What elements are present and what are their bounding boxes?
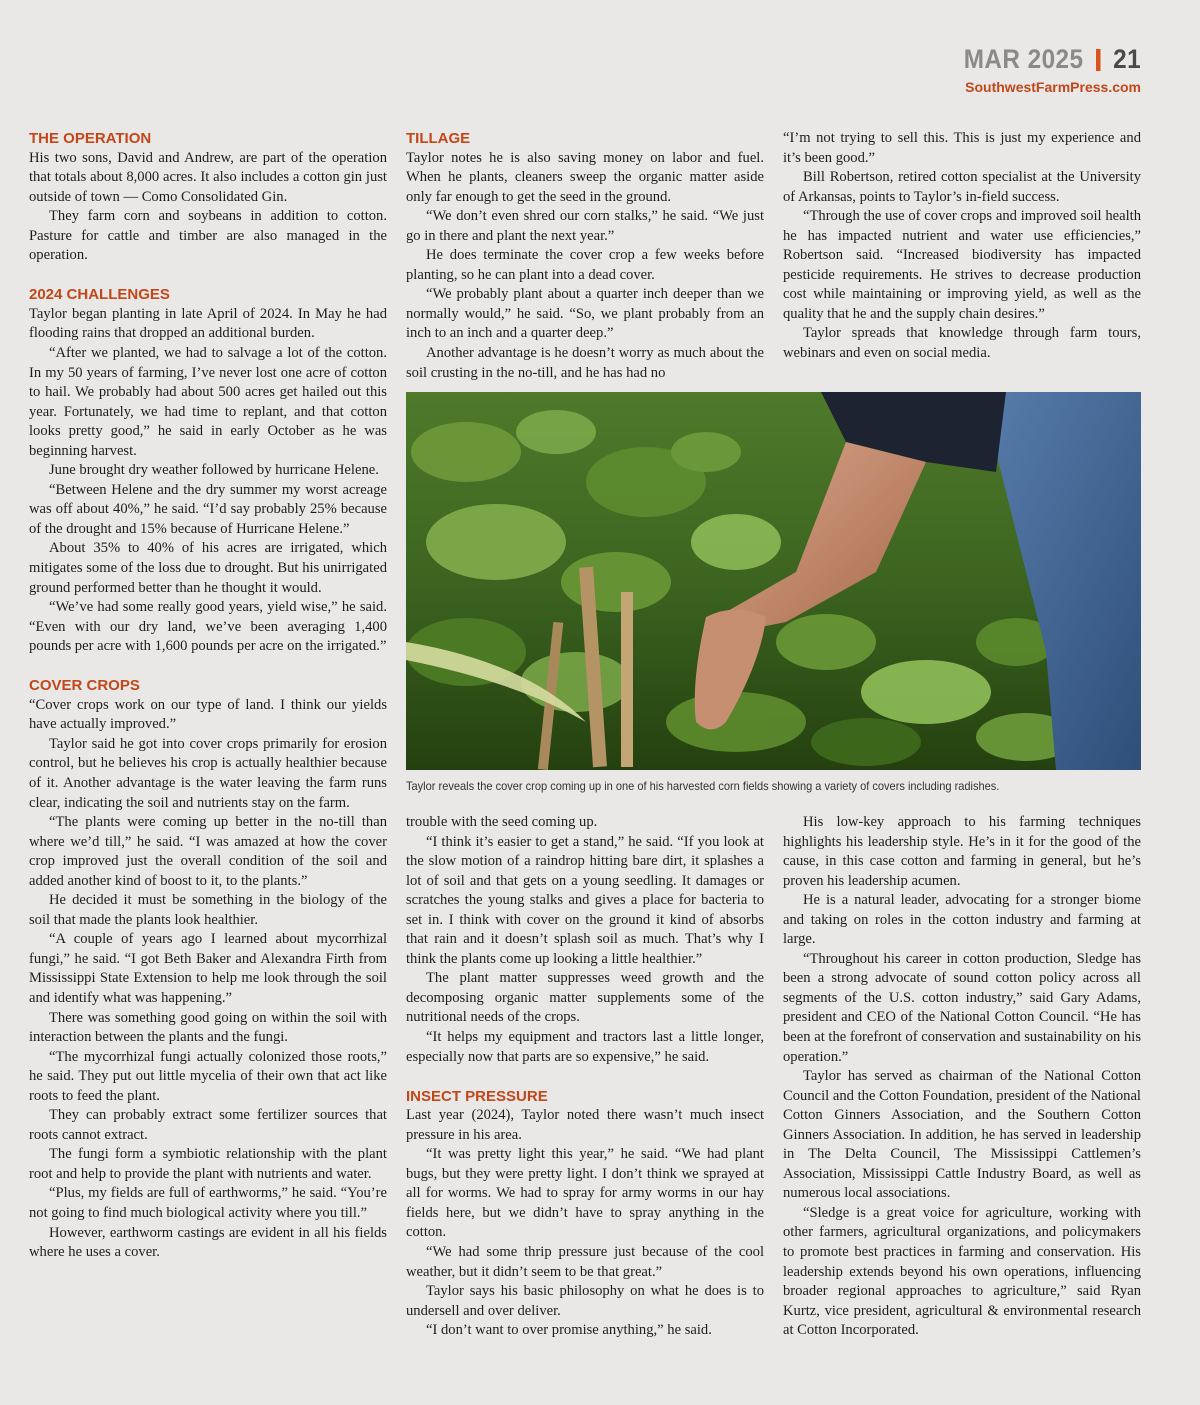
paragraph: “We’ve had some really good years, yield wise,” he said. “Even with our dry land, we’ve been averaging 1,400 pounds per acre with 1,600 pounds per acre on the irrigated.”: [29, 599, 387, 655]
paragraph: trouble with the seed coming up.: [406, 814, 598, 830]
paragraph: Taylor says his basic philosophy on what he does is to undersell and over deliver.: [406, 1283, 764, 1319]
paragraph: He decided it must be something in the biology of the soil that made the plants look healthier.: [29, 892, 387, 928]
paragraph: Taylor began planting in late April of 2024. In May he had flooding rains that dropped an additional burden.: [29, 305, 387, 342]
article-column-3-top: [783, 129, 1141, 364]
paragraph: About 35% to 40% of his acres are irrigated, which mitigates some of the loss due to drought. But his unirrigated ground performed better than he thought it would.: [29, 540, 387, 596]
paragraph: The fungi form a symbiotic relationship with the plant root and help to provide the plant with nutrients and water.: [29, 1146, 387, 1182]
section-heading-tillage: TILLAGE: [406, 130, 471, 147]
paragraph: “Through the use of cover crops and improved soil health he has impacted nutrient and water use efficiencies,” Robertson said. “Increased biodiversity has impacted pesticide requirements. He strives to decrease production cost while maintaining or improving yield, as well as the quality that he and the supply chain desires.”: [783, 208, 1141, 322]
paragraph: “It was pretty light this year,” he said. “We had plant bugs, but they were pretty light. I don’t think we sprayed at all for worms. We had to spray for army worms in our hay fields here, but we didn’t have to spray anything in the cotton.: [406, 1146, 764, 1241]
paragraph: “Plus, my fields are full of earthworms,” he said. “You’re not going to find much biological activity where you till.”: [29, 1185, 387, 1221]
paragraph: “We probably plant about a quarter inch deeper than we normally would,” he said. “So, we plant probably from an inch to an inch and a quarter deep.”: [406, 286, 764, 342]
photo-caption: Taylor reveals the cover crop coming up in one of his harvested corn fields showing a variety of covers including radishes.: [406, 779, 1000, 793]
page-number: 21: [1113, 44, 1141, 74]
paragraph: They can probably extract some fertilizer sources that roots cannot extract.: [29, 1107, 387, 1143]
paragraph: His two sons, David and Andrew, are part of the operation that totals about 8,000 acres. It also includes a cotton gin just outside of town — Como Consolidated Gin.: [29, 149, 387, 205]
paragraph: He does terminate the cover crop a few weeks before planting, so he can plant into a dead cover.: [406, 247, 764, 283]
paragraph: “I don’t want to over promise anything,” he said.: [426, 1322, 712, 1339]
paragraph: “Cover crops work on our type of land. I think our yields have actually improved.”: [29, 696, 387, 733]
paragraph: They farm corn and soybeans in addition to cotton. Pasture for cattle and timber are also managed in the operation.: [29, 208, 387, 264]
section-heading-challenges: 2024 CHALLENGES: [29, 286, 170, 304]
paragraph: Another advantage is he doesn’t worry as much about the soil crusting in the no-till, and he has had no: [406, 345, 764, 381]
paragraph: “The plants were coming up better in the no-till than where we’d till,” he said. “I was amazed at how the cover crop improved just the overall condition of the soil and added another kind of boost to it, to the plants.”: [29, 814, 387, 889]
page-header: [944, 44, 1141, 95]
paragraph: Last year (2024), Taylor noted there wasn’t much insect pressure in his area.: [406, 1107, 764, 1143]
paragraph: June brought dry weather followed by hurricane Helene.: [49, 462, 379, 479]
paragraph: “We had some thrip pressure just because of the cool weather, but it didn’t seem to be that great.”: [406, 1243, 764, 1280]
paragraph: “Throughout his career in cotton production, Sledge has been a strong advocate of sound cotton policy across all segments of the U.S. cotton industry,” said Gary Adams, president and CEO of the National Cotton Council. “He has been at the forefront of conservation and sustainability on his operation.”: [783, 950, 1141, 1065]
section-heading-operation: THE OPERATION: [29, 130, 152, 147]
cover-crop-photo-illustration: [406, 392, 1141, 770]
issue-date: MAR 2025: [963, 44, 1084, 74]
paragraph: “I’m not trying to sell this. This is just my experience and it’s been good.”: [783, 130, 1141, 166]
paragraph: “Sledge is a great voice for agriculture, working with other farmers, agricultural organizations, and policymakers to promote best practices in farming and conservation. His leadership extends beyond his own operations, influencing broader regional approaches to agriculture,” said Ryan Kurtz, vice president, agricultural & environmental research at Cotton Incorporated.: [783, 1204, 1141, 1339]
paragraph: He is a natural leader, advocating for a stronger biome and taking on roles in the cotton industry and farming at large.: [783, 892, 1141, 948]
article-column-2-bottom: [406, 813, 764, 1341]
paragraph: “I think it’s easier to get a stand,” he said. “If you look at the slow motion of a raindrop hitting bare dirt, it splashes a lot of soil and that gets on a young seedling. It damages or scratches the young stalks and gives a place for bacteria to set in. I think with cover on the ground it kind of absorbs that rain and it doesn’t splash soil as much. That’s why I think the plants come up looking a little healthier.”: [406, 833, 764, 967]
paragraph: Bill Robertson, retired cotton specialist at the University of Arkansas, points to Taylor’s in-field success.: [783, 169, 1141, 205]
article-column-2-top: [406, 129, 764, 383]
paragraph: “We don’t even shred our corn stalks,” he said. “We just go in there and plant the next year.”: [406, 208, 764, 244]
article-column-3-bottom: [783, 813, 1141, 1341]
paragraph: “Between Helene and the dry summer my worst acreage was off about 40%,” he said. “I’d say probably 25% because of the drought and 15% because of Hurricane Helene.”: [29, 481, 387, 537]
website-link[interactable]: SouthwestFarmPress.com: [965, 79, 1141, 95]
paragraph: “It helps my equipment and tractors last a little longer, especially now that parts are so expensive,” he said.: [406, 1029, 764, 1065]
paragraph: Taylor said he got into cover crops primarily for erosion control, but he believes his crop is actually healthier because of it. Another advantage is the water leaving the farm runs clear, indicating the soil and nutrients stay on the farm.: [29, 735, 387, 811]
section-heading-insect-pressure: INSECT PRESSURE: [406, 1087, 548, 1105]
divider-bar: [1096, 49, 1101, 71]
paragraph: Taylor spreads that knowledge through farm tours, webinars and even on social media.: [783, 325, 1141, 362]
paragraph: The plant matter suppresses weed growth and the decomposing organic matter supplements some of the nutritional needs of the crops.: [406, 970, 764, 1026]
paragraph: However, earthworm castings are evident in all his fields where he uses a cover.: [29, 1224, 387, 1261]
issue-line: [964, 44, 1141, 75]
paragraph: “A couple of years ago I learned about mycorrhizal fungi,” he said. “I got Beth Baker and Alexandra Firth from Mississippi State Extension to help me look through the soil and identify what was happening.”: [29, 931, 387, 1006]
paragraph: Taylor notes he is also saving money on labor and fuel. When he plants, cleaners sweep the organic matter aside only far enough to get the seed in the ground.: [406, 149, 764, 205]
section-heading-cover-crops: COVER CROPS: [29, 677, 140, 695]
paragraph: Taylor has served as chairman of the National Cotton Council and the Cotton Foundation, president of the National Cotton Ginners Association, and the Southern Cotton Ginners Association. In addition, he has served in leadership in The Delta Council, The Mississippi Cattlemen’s Association, Mississippi Cattle Industry Board, as well as numerous local associations.: [783, 1068, 1141, 1202]
paragraph: “After we planted, we had to salvage a lot of the cotton. In my 50 years of farming, I’ve never lost one acre of cotton to hail. We probably had about 500 acres get hailed out this year. Fortunately, we had time to replant, and that cotton looks pretty good,” he said in early October as he was beginning harvest.: [29, 344, 387, 459]
paragraph: There was something good going on within the soil with interaction between the plants and the fungi.: [29, 1009, 387, 1046]
article-photo: [406, 392, 1141, 770]
article-column-1: [29, 129, 387, 1263]
paragraph: His low-key approach to his farming techniques highlights his leadership style. He’s in it for the good of the cause, in this case cotton and farming in general, but he’s proven his leadership acumen.: [783, 814, 1141, 889]
paragraph: “The mycorrhizal fungi actually colonized those roots,” he said. They put out little mycelia of their own that act like roots to feed the plant.: [29, 1048, 387, 1104]
